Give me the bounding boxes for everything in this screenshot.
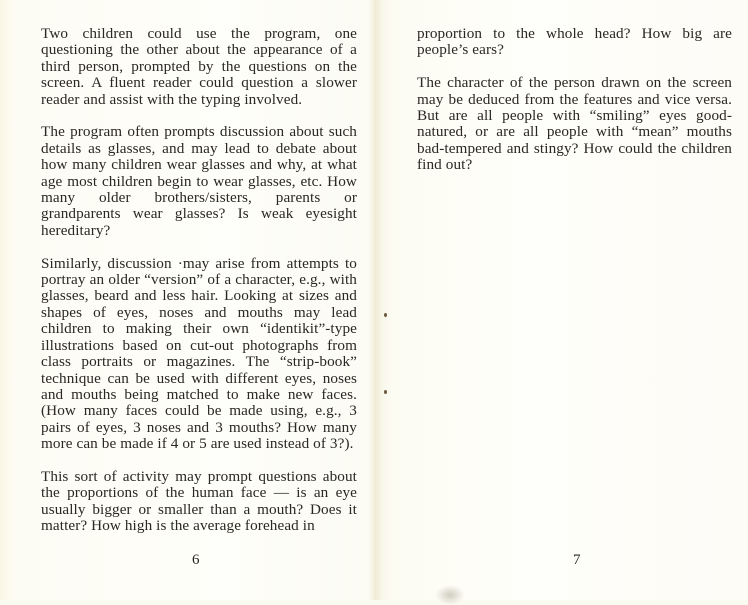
page-number: 7 (573, 552, 581, 568)
paragraph: The character of the person drawn on the screen may be deduced from the features and vice versa. But are all people with “smiling” eyes good-natured, or are all people with “mean” mouths bad-tempered and stingy? How could the children find out? (417, 74, 732, 174)
paper-smudge (435, 585, 465, 605)
paragraph: The program often prompts discussion about such details as glasses, and may lead to debate about how many children wear glasses and why, at what age most children begin to wear glasses, etc. How many older brothers/sisters, parents or grandparents wear glasses? Is weak eyesight hereditary? (41, 123, 357, 239)
paper-speck (384, 313, 387, 317)
left-page (0, 0, 374, 600)
paragraph: Similarly, discussion ·may arise from attempts to portray an older “version” of a character, e.g., with glasses, beard and less hair. Looking at sizes and shapes of eyes, noses and mouths may lead children to making their own “identikit”-type illustrations based on cut-out photographs from class portraits or magazines. The “strip-book” technique can be used with different eyes, noses and mouths being matched to make new faces. (How many faces could be made using, e.g., 3 pairs of eyes, 3 noses and 3 mouths? How many more can be made if 4 or 5 are used instead of 3?). (41, 254, 357, 453)
paragraph: This sort of activity may prompt questions about the proportions of the human face — is an eye usually bigger or smaller than a mouth? Does it matter? How high is the average forehead in (41, 467, 357, 535)
left-page-body (41, 26, 357, 535)
paper-speck (384, 390, 387, 394)
paragraph: Two children could use the program, one questioning the other about the appearance of a third person, prompted by the questions on the screen. A fluent reader could question a slower reader and assist with the typing involved. (41, 25, 357, 108)
right-page-body (417, 26, 732, 174)
paragraph: proportion to the whole head? How big are people’s ears? (417, 25, 732, 59)
right-page (374, 0, 748, 600)
page-number: 6 (192, 552, 200, 568)
